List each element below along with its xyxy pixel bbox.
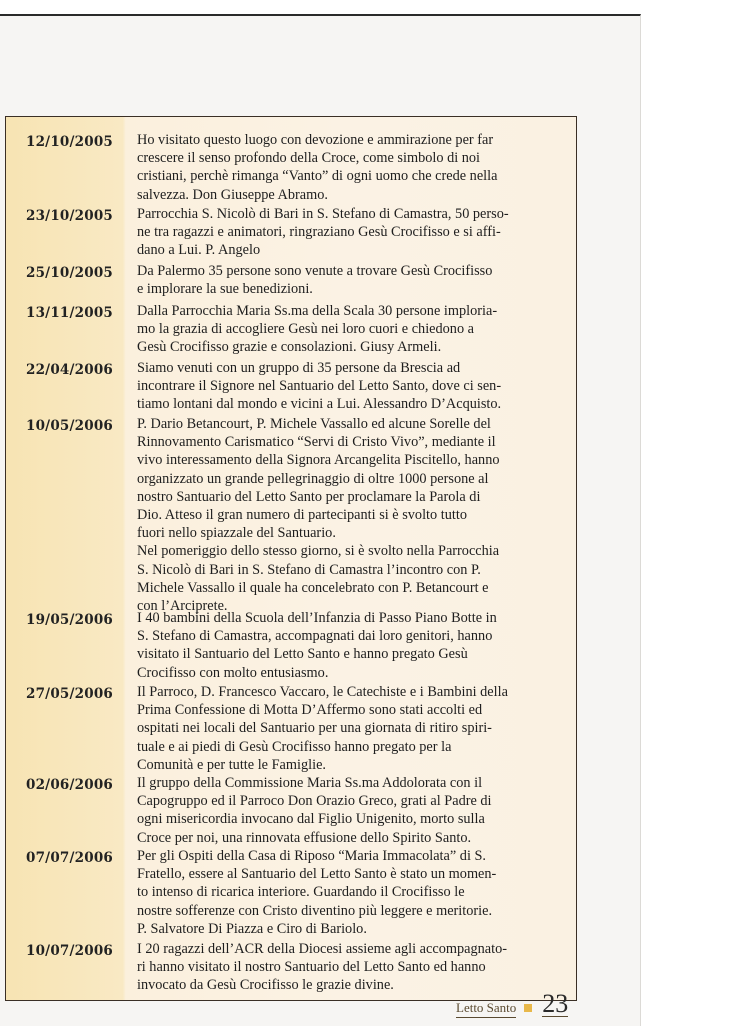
entry-date: 10/07/2006 — [26, 943, 114, 959]
guestbook-table — [5, 116, 577, 1001]
entry-text: Ho visitato questo luogo con devozione e ammirazione per far crescere il senso profondo della Croce, come simbolo di noi cristiani, perchè rimanga “Vanto” di ogni uomo che crede nella salvezza. Don Giuseppe Abramo. — [137, 132, 498, 203]
entry-text: Per gli Ospiti della Casa di Riposo “Maria Immacolata” di S. Fratello, essere al Santuario del Letto Santo è stato un momen- to intenso di ricarica interiore. Guardando il Crocifisso le nostre sofferenze con Cristo diventino più leggere e meritorie. P. Salvatore Di Piazza e Ciro di Bariolo. — [137, 848, 497, 937]
entry-text: Da Palermo 35 persone sono venute a trovare Gesù Crocifisso e implorare la sue benedizioni. — [137, 263, 493, 298]
entry-date: 12/10/2005 — [26, 134, 114, 150]
entry-text: Il gruppo della Commissione Maria Ss.ma Addolorata con il Capogruppo ed il Parroco Don Orazio Greco, grati al Padre di ogni misericordia invocano dal Figlio Unigenito, morto sulla Croce per noi, una rinnovata effusione dello Spirito Santo. — [137, 775, 492, 846]
entry-date: 10/05/2006 — [26, 418, 114, 434]
entry-date: 27/05/2006 — [26, 686, 114, 702]
entry-date: 13/11/2005 — [26, 305, 114, 321]
entry-text: Siamo venuti con un gruppo di 35 persone da Brescia ad incontrare il Signore nel Santuario del Letto Santo, dove ci sen- tiamo lontani dal mondo e vicini a Lui. Alessandro D’Acquisto. — [137, 360, 502, 413]
magazine-page — [0, 14, 641, 1026]
entry-date: 02/06/2006 — [26, 777, 114, 793]
entry-text: P. Dario Betancourt, P. Michele Vassallo ed alcune Sorelle del Rinnovamento Carismatico “Servi di Cristo Vivo”, mediante il vivo interessamento della Signora Arcangelita Piscitello, hanno organizzato un grande pellegrinaggio di oltre 1000 persone al nostro Santuario del Letto Santo per proclamare la Parola di Dio. Atteso il gran numero di partecipanti si è svolto tutto fuori nello spiazzale del Santuario. Nel pomeriggio dello stesso giorno, si è svolto nella Parrocchia S. Nicolò di Bari in S. Stefano di Camastra l’incontro con P. Michele Vassallo il quale ha concelebrato con P. Betancourt e con l’Arciprete. — [137, 416, 500, 615]
page-number: 23 — [542, 989, 569, 1018]
entry-date: 25/10/2005 — [26, 265, 114, 281]
page-footer — [456, 989, 569, 1022]
square-bullet-icon — [524, 1004, 532, 1012]
entry-text: I 40 bambini della Scuola dell’Infanzia di Passo Piano Botte in S. Stefano di Camastra, accompagnati dai loro genitori, hanno visitato il Santuario del Letto Santo e hanno pregato Gesù Crocifisso con molto entusiasmo. — [137, 610, 497, 681]
entry-text: Il Parroco, D. Francesco Vaccaro, le Catechiste e i Bambini della Prima Confessione di Motta D’Affermo sono stati accolti ed ospitati nei locali del Santuario per una giornata di ritiro spiri- tuale e ai piedi di Gesù Crocifisso hanno pregato per la Comunità e per tutte le Famiglie. — [137, 684, 508, 773]
entry-date: 22/04/2006 — [26, 362, 114, 378]
magazine-title: Letto Santo — [456, 1000, 516, 1018]
entry-date: 23/10/2005 — [26, 208, 114, 224]
entry-date: 19/05/2006 — [26, 612, 114, 628]
entry-text: Parrocchia S. Nicolò di Bari in S. Stefano di Camastra, 50 perso- ne tra ragazzi e animatori, ringraziano Gesù Crocifisso e si affi- dano a Lui. P. Angelo — [137, 206, 509, 259]
entry-text: I 20 ragazzi dell’ACR della Diocesi assieme agli accompagnato- ri hanno visitato il nostro Santuario del Letto Santo ed hanno invocato da Gesù Crocifisso le grazie divine. — [137, 941, 507, 994]
entry-text: Dalla Parrocchia Maria Ss.ma della Scala 30 persone imploria- mo la grazia di accogliere Gesù nei loro cuori e chiedono a Gesù Crocifisso grazie e consolazioni. Giusy Armeli. — [137, 303, 498, 356]
entry-date: 07/07/2006 — [26, 850, 114, 866]
